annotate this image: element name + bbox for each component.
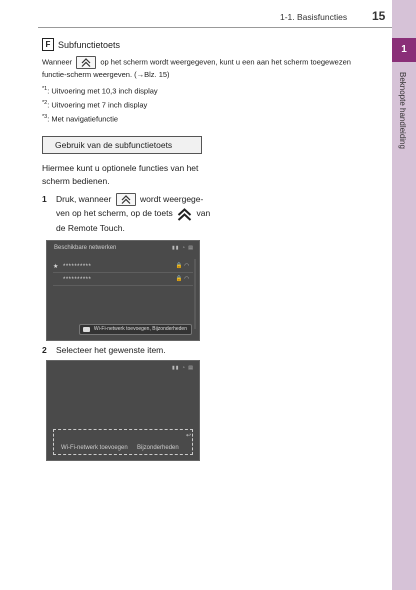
footnote-2: $^{*2}$: Uitvoering met 7 inch display (42, 100, 148, 110)
step-2: 2 Selecteer het gewenste item. (42, 345, 166, 355)
menu-item-details[interactable]: Bijzonderheden (137, 445, 179, 451)
subfunction-button-icon (76, 56, 96, 69)
menu-item-add-network[interactable]: Wi-Fi-netwerk toevoegen (61, 445, 128, 451)
section-f-heading (42, 38, 120, 51)
header-rule (38, 27, 392, 28)
screen-scrollbar (194, 259, 196, 329)
chapter-label: Beknopte handleiding (398, 72, 407, 149)
step-1: 1 Druk, wanneer wordt weergege- ven op het scherm, op de toets van de Remote Touch. (42, 194, 211, 233)
subsection-title: Gebruik van de subfunctietoets (55, 140, 173, 150)
lock-wifi-icon: 🔒 ◠ (175, 263, 189, 269)
section-f-title: Subfunctietoets (58, 39, 121, 50)
subfunction-menu-frame (53, 429, 193, 455)
network-row[interactable] (53, 261, 193, 273)
page-number: 15 (372, 9, 386, 23)
subsection-heading (42, 136, 202, 154)
subfunction-pill-button[interactable]: Wi-Fi-netwerk toevoegen, Bijzonderheden (79, 324, 192, 335)
lock-wifi-icon: 🔒 ◠ (175, 276, 189, 282)
running-title: 1-1. Basisfuncties (280, 12, 348, 22)
network-name: ********** (63, 264, 92, 270)
subfunction-button-icon (116, 193, 136, 206)
chapter-number: 1 (392, 38, 416, 62)
screen-title: Beschikbare netwerken (54, 245, 117, 251)
footnote-1: $^{*1}$: Uitvoering met 10,3 inch display (42, 86, 158, 96)
footnote-3: $^{*3}$: Met navigatiefunctie (42, 114, 119, 124)
remote-touch-key-icon (177, 208, 192, 221)
subsection-body: Hiermee kunt u optionele functies van het scherm bedienen. (42, 163, 199, 186)
network-row[interactable] (53, 274, 193, 286)
para-text-end: op het scherm wordt weergegeven, kunt u een aan het scherm toegewezen functie-scherm weergeven. (→Blz. 15) (42, 57, 351, 79)
return-arrow-icon[interactable]: ↩ (185, 433, 191, 439)
screen-subfunction-menu (46, 360, 200, 461)
chapter-side-tab (392, 0, 416, 590)
network-name: ********** (63, 277, 92, 283)
para-text-start: Wanneer (42, 57, 73, 67)
section-letter: F (42, 38, 54, 51)
screen-available-networks (46, 240, 200, 341)
status-icons: ▮▮ ◔ ▤ (171, 365, 194, 371)
section-f-paragraph (42, 56, 372, 80)
keyboard-icon (83, 327, 90, 332)
favorite-star-icon: ★ (53, 264, 59, 270)
status-icons: ▮▮ ◔ ▤ (171, 245, 194, 251)
